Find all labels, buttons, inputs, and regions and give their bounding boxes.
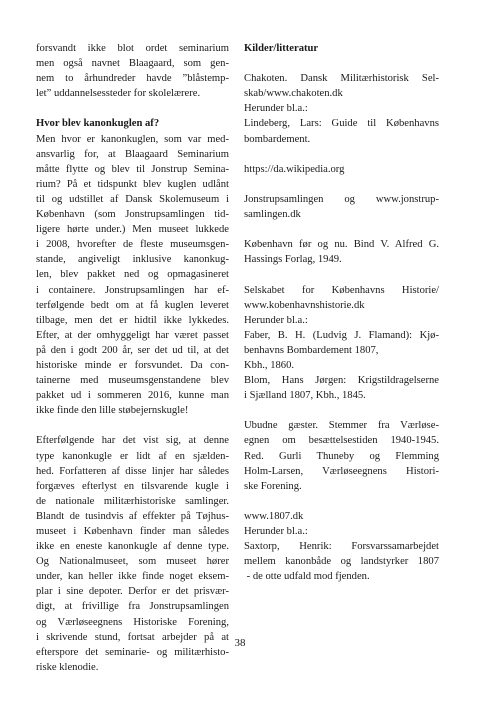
text-line: Jonstrupsamlingen og www.jonstrup- (244, 193, 439, 205)
source-entry-wikipedia (244, 162, 439, 177)
text-line: egnen om besættelsestiden 1940-1945. (244, 435, 439, 447)
text-line: ske Forening. (244, 480, 302, 492)
source-entry-ubudne-gaester (244, 418, 439, 493)
text-line: Lindeberg, Lars: Guide til Københavns (244, 118, 439, 130)
text-line: Herunder bl.a.: (244, 314, 308, 326)
text-line: på den i godt 200 år, ser det ud til, at det (36, 344, 229, 356)
text-line: forsvandt ikke blot ordet seminarium (36, 43, 229, 54)
text-line: benhavns Bombardement 1807, (244, 344, 379, 356)
text-line: Selskabet for Københavns Historie/ (244, 284, 439, 296)
text-line: i containere. Jonstrupsamlingen har ef- (36, 284, 229, 296)
text-line: Hassings Forlag, 1949. (244, 254, 342, 266)
paragraph-gap (244, 267, 439, 282)
text-line: Red. Gurli Thuneby og Flemming (244, 450, 439, 462)
text-line: Chakoten. Dansk Militærhistorisk Sel- (244, 73, 439, 85)
text-line: efterspore det seminarie- og militærhisto- (36, 646, 229, 658)
paragraph-gap (244, 177, 439, 192)
text-line: Blom, Hans Jørgen: Krigstildragelserne (244, 375, 439, 387)
text-line: Faber, B. H. (Ludvig J. Flamand): Kjø- (244, 329, 439, 341)
text-line: men også navnet Blaagaard, som gen- (36, 58, 229, 70)
section-heading: Hvor blev kanonkuglen af? (36, 118, 160, 130)
paragraph-gap (244, 56, 439, 71)
link-text[interactable]: https://da.wikipedia.org (244, 163, 345, 175)
body-paragraph-1 (36, 132, 229, 419)
text-line: Saxtorp, Henrik: Forsvarssamarbejdet (244, 541, 439, 553)
text-line: under, kan heller ikke finde noget eksem- (36, 571, 229, 583)
text-line: ikke finde den lille støbejernskugle! (36, 405, 189, 417)
intro-paragraph (36, 41, 229, 101)
text-line: plar i sine depoter. Derfor er det prisvær- (36, 586, 229, 598)
link-text[interactable]: skab/www.chakoten.dk (244, 88, 343, 100)
text-line: stande, angiveligt inklusive kanonkug- (36, 254, 229, 266)
paragraph-gap (244, 403, 439, 418)
paragraph-gap (36, 101, 229, 116)
text-line: Efter, at der omhyggeligt har været passet (36, 329, 229, 341)
text-line: riske klenodie. (36, 661, 99, 673)
text-line: tainerne med museumsgenstandene blev (36, 375, 229, 387)
text-line: Herunder bl.a.: (244, 103, 308, 115)
text-line: Holm-Larsen, Værløseegnens Histori- (244, 465, 439, 477)
text-line: mellem kanonbåde og landstyrker 1807 (244, 556, 439, 568)
text-line: forgæves efterlyst en tilsvarende kugle i (36, 480, 229, 492)
text-line: Efterfølgende har det vist sig, at denne (36, 435, 229, 447)
text-line: Kbh., 1860. (244, 359, 295, 371)
link-text[interactable]: www.1807.dk (244, 510, 304, 522)
text-line: de nationale militærhistoriske samlinger. (36, 495, 229, 507)
text-line: Og Nationalmuseet, som museet hører (36, 556, 229, 568)
text-line: Blandt de tusindvis af effekter på Tøjhus- (36, 510, 229, 522)
source-entry-chakoten (244, 71, 439, 146)
text-line: ikke en eneste kanonkugle af denne type. (36, 541, 229, 553)
text-line: digt, at frivillige fra Jonstrupsamlingen (36, 601, 229, 613)
text-line: Herunder bl.a.: (244, 526, 308, 537)
text-line: historiske minde er forsvundet. Da con- (36, 359, 229, 371)
text-line: nem to århundreder havde ”blåstemp- (36, 73, 229, 85)
text-line: og Værløseegnens Historiske Forening, (36, 616, 229, 628)
paragraph-gap (244, 494, 439, 509)
text-line: ligere hørte under.) Men museet lukkede (36, 224, 229, 236)
source-entry-jonstrupsamlingen (244, 192, 439, 222)
text-line: ansvarlig for, at Blaagaard Seminarium (36, 148, 229, 160)
paragraph-gap (244, 147, 439, 162)
text-line: Men hvor er kanonkuglen, som var med- (36, 133, 229, 145)
source-entry-1807 (244, 509, 439, 584)
text-line: bombardement. (244, 133, 311, 145)
text-line: Ubudne gæster. Stemmer fra Værløse- (244, 420, 439, 432)
text-line: rium? På et tidspunkt blev kuglen udlånt (36, 178, 229, 190)
left-column (36, 41, 229, 675)
text-line: til og udstillet af Dansk Skolemuseum i (36, 193, 229, 205)
text-line: hed. Forfatteren af disse linjer har således (36, 465, 229, 477)
text-line: i skrivende stund, fortsat arbejder på at (36, 631, 229, 643)
text-line: terfølgende bedt om at få kuglen leveret (36, 299, 229, 311)
text-line: - de otte udfald mod fjenden. (244, 571, 370, 583)
source-entry-selskabet (244, 283, 439, 404)
paragraph-gap (36, 418, 229, 433)
text-line: i Sjælland 1807, Kbh., 1845. (244, 390, 366, 402)
text-line: let” uddannelsessteder for skolelærere. (36, 88, 201, 100)
source-entry-kobenhavn-for-og-nu (244, 237, 439, 267)
text-line: museet i København finder man således (36, 526, 229, 537)
text-line: len, blev pakket ned og opmagasineret (36, 269, 229, 281)
text-line: i 2008, hvorefter de fleste museumsgen- (36, 239, 229, 251)
text-line: måtte flytte og blev til Jonstrup Semina- (36, 163, 229, 175)
text-line: København (som Jonstrupsamlingen tid- (36, 209, 229, 221)
text-line: København før og nu. Bind V. Alfred G. (244, 239, 439, 251)
paragraph-gap (244, 222, 439, 237)
text-line: pakket ud i sommeren 2016, kunne man (36, 390, 229, 402)
link-text[interactable]: samlingen.dk (244, 209, 301, 221)
right-column (244, 41, 439, 584)
link-text[interactable]: www.kobenhavnshistorie.dk (244, 299, 365, 311)
page-number: 38 (234, 637, 246, 649)
text-line: tilbage, men det er hidtil ikke lykkedes. (36, 314, 229, 326)
text-line: type kanonkugle er lidt af en sjælden- (36, 450, 229, 462)
sources-heading: Kilder/litteratur (244, 43, 319, 54)
